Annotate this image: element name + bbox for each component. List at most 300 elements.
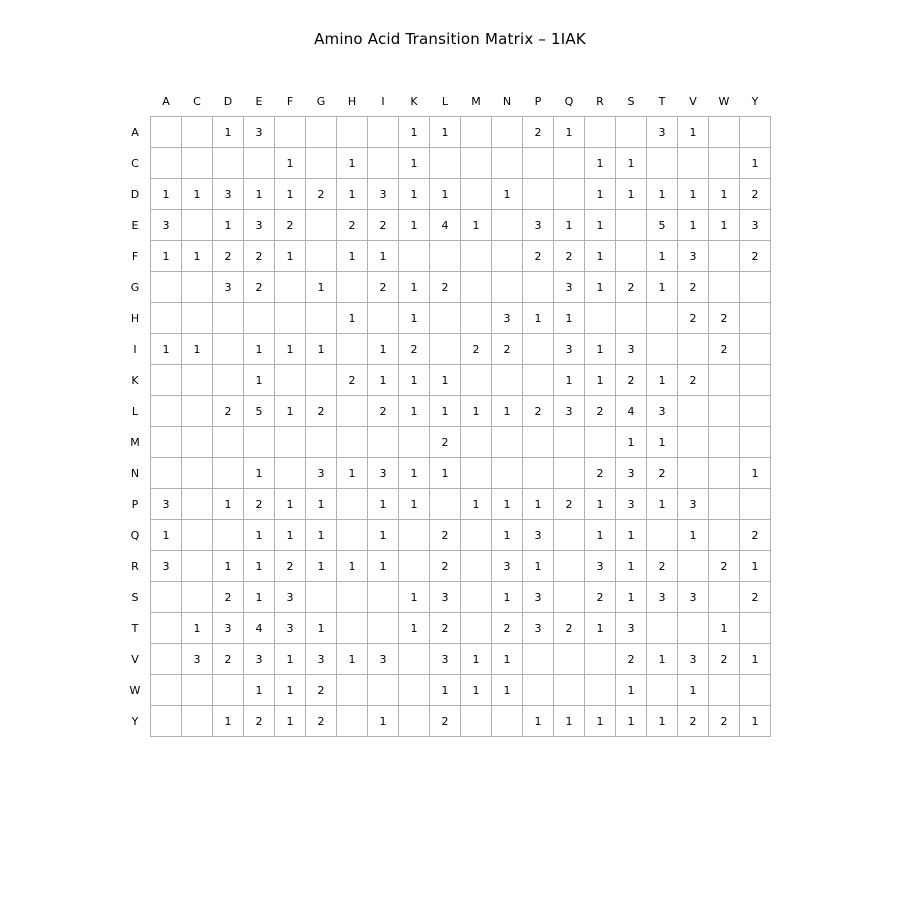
matrix-cell-Y-N	[492, 706, 523, 737]
matrix-row	[120, 272, 771, 303]
matrix-cell-V-E: 3	[244, 644, 275, 675]
matrix-cell-R-N: 3	[492, 551, 523, 582]
matrix-cell-K-P	[523, 365, 554, 396]
column-header-F: F	[286, 94, 294, 108]
heatmap-matrix	[120, 86, 771, 737]
matrix-cell-P-N: 1	[492, 489, 523, 520]
matrix-cell-Y-D: 1	[213, 706, 244, 737]
matrix-cell-E-R: 1	[585, 210, 616, 241]
matrix-cell-P-P: 1	[523, 489, 554, 520]
matrix-cell-C-V	[678, 148, 709, 179]
matrix-cell-I-W: 2	[709, 334, 740, 365]
matrix-cell-D-W: 1	[709, 179, 740, 210]
matrix-cell-M-P	[523, 427, 554, 458]
matrix-cell-V-Q	[554, 644, 585, 675]
matrix-cell-T-F: 3	[275, 613, 306, 644]
matrix-cell-H-E	[244, 303, 275, 334]
matrix-row	[120, 489, 771, 520]
matrix-cell-L-Q: 3	[554, 396, 585, 427]
row-header-M: M	[130, 435, 140, 449]
matrix-cell-K-T: 1	[647, 365, 678, 396]
matrix-cell-Y-Y: 1	[740, 706, 771, 737]
matrix-cell-E-C	[182, 210, 213, 241]
matrix-cell-S-I	[368, 582, 399, 613]
matrix-cell-N-Q	[554, 458, 585, 489]
matrix-cell-P-R: 1	[585, 489, 616, 520]
matrix-cell-T-R: 1	[585, 613, 616, 644]
matrix-cell-I-C: 1	[182, 334, 213, 365]
column-header-H: H	[347, 94, 357, 108]
matrix-cell-K-F	[275, 365, 306, 396]
matrix-cell-A-K: 1	[399, 117, 430, 148]
matrix-cell-F-R: 1	[585, 241, 616, 272]
matrix-cell-N-M	[461, 458, 492, 489]
matrix-cell-E-T: 5	[647, 210, 678, 241]
matrix-cell-P-F: 1	[275, 489, 306, 520]
matrix-cell-E-E: 3	[244, 210, 275, 241]
matrix-cell-D-D: 3	[213, 179, 244, 210]
matrix-cell-M-V	[678, 427, 709, 458]
matrix-cell-R-V	[678, 551, 709, 582]
column-header-S: S	[627, 94, 635, 108]
matrix-cell-G-H	[337, 272, 368, 303]
matrix-cell-L-G: 2	[306, 396, 337, 427]
matrix-cell-I-T	[647, 334, 678, 365]
matrix-cell-H-H: 1	[337, 303, 368, 334]
matrix-cell-E-K: 1	[399, 210, 430, 241]
matrix-cell-Y-H	[337, 706, 368, 737]
matrix-cell-P-L	[430, 489, 461, 520]
matrix-cell-F-P: 2	[523, 241, 554, 272]
matrix-cell-L-P: 2	[523, 396, 554, 427]
matrix-cell-L-M: 1	[461, 396, 492, 427]
matrix-cell-T-T	[647, 613, 678, 644]
matrix-cell-V-R	[585, 644, 616, 675]
matrix-cell-F-I: 1	[368, 241, 399, 272]
matrix-cell-L-F: 1	[275, 396, 306, 427]
matrix-cell-S-F: 3	[275, 582, 306, 613]
matrix-cell-N-E: 1	[244, 458, 275, 489]
matrix-cell-L-T: 3	[647, 396, 678, 427]
matrix-cell-H-C	[182, 303, 213, 334]
row-header-I: I	[133, 342, 137, 356]
matrix-cell-C-H: 1	[337, 148, 368, 179]
matrix-cell-H-F	[275, 303, 306, 334]
matrix-cell-G-G: 1	[306, 272, 337, 303]
matrix-cell-V-H: 1	[337, 644, 368, 675]
matrix-cell-E-H: 2	[337, 210, 368, 241]
matrix-row	[120, 644, 771, 675]
matrix-cell-A-M	[461, 117, 492, 148]
matrix-cell-Q-K	[399, 520, 430, 551]
matrix-cell-Y-C	[182, 706, 213, 737]
matrix-cell-W-V: 1	[678, 675, 709, 706]
matrix-cell-S-D: 2	[213, 582, 244, 613]
matrix-cell-W-A	[151, 675, 182, 706]
matrix-cell-I-N: 2	[492, 334, 523, 365]
column-header-L: L	[441, 94, 449, 108]
chart-title: Amino Acid Transition Matrix – 1IAK	[314, 30, 586, 48]
matrix-cell-N-D	[213, 458, 244, 489]
matrix-cell-G-A	[151, 272, 182, 303]
matrix-cell-P-S: 3	[616, 489, 647, 520]
matrix-cell-G-L: 2	[430, 272, 461, 303]
matrix-cell-S-T: 3	[647, 582, 678, 613]
matrix-cell-C-C	[182, 148, 213, 179]
matrix-cell-T-L: 2	[430, 613, 461, 644]
matrix-cell-E-I: 2	[368, 210, 399, 241]
matrix-cell-K-R: 1	[585, 365, 616, 396]
matrix-row	[120, 520, 771, 551]
matrix-cell-P-E: 2	[244, 489, 275, 520]
matrix-cell-I-A: 1	[151, 334, 182, 365]
matrix-cell-M-D	[213, 427, 244, 458]
matrix-cell-R-C	[182, 551, 213, 582]
matrix-cell-V-L: 3	[430, 644, 461, 675]
matrix-cell-H-V: 2	[678, 303, 709, 334]
matrix-cell-K-L: 1	[430, 365, 461, 396]
matrix-cell-H-Y	[740, 303, 771, 334]
matrix-cell-Q-M	[461, 520, 492, 551]
row-header-E: E	[131, 218, 139, 232]
matrix-cell-H-W: 2	[709, 303, 740, 334]
row-header-H: H	[130, 311, 140, 325]
matrix-cell-N-K: 1	[399, 458, 430, 489]
matrix-cell-V-W: 2	[709, 644, 740, 675]
matrix-cell-H-R	[585, 303, 616, 334]
matrix-cell-D-V: 1	[678, 179, 709, 210]
matrix-cell-L-A	[151, 396, 182, 427]
matrix-cell-V-C: 3	[182, 644, 213, 675]
matrix-cell-Q-E: 1	[244, 520, 275, 551]
matrix-cell-R-F: 2	[275, 551, 306, 582]
matrix-cell-I-I: 1	[368, 334, 399, 365]
matrix-cell-Y-K	[399, 706, 430, 737]
matrix-cell-A-R	[585, 117, 616, 148]
matrix-cell-M-L: 2	[430, 427, 461, 458]
matrix-row	[120, 582, 771, 613]
matrix-cell-N-L: 1	[430, 458, 461, 489]
matrix-cell-I-K: 2	[399, 334, 430, 365]
matrix-cell-Q-Y: 2	[740, 520, 771, 551]
matrix-cell-F-Y: 2	[740, 241, 771, 272]
matrix-cell-P-Q: 2	[554, 489, 585, 520]
matrix-cell-C-G	[306, 148, 337, 179]
matrix-cell-V-I: 3	[368, 644, 399, 675]
matrix-cell-D-F: 1	[275, 179, 306, 210]
matrix-cell-A-A	[151, 117, 182, 148]
row-header-K: K	[131, 373, 139, 387]
matrix-cell-K-E: 1	[244, 365, 275, 396]
matrix-cell-L-W	[709, 396, 740, 427]
matrix-cell-Q-Q	[554, 520, 585, 551]
matrix-cell-F-M	[461, 241, 492, 272]
matrix-cell-D-K: 1	[399, 179, 430, 210]
row-header-N: N	[130, 466, 140, 480]
matrix-cell-E-L: 4	[430, 210, 461, 241]
matrix-cell-Y-A	[151, 706, 182, 737]
matrix-row	[120, 396, 771, 427]
matrix-cell-Y-T: 1	[647, 706, 678, 737]
matrix-cell-E-P: 3	[523, 210, 554, 241]
matrix-cell-D-M	[461, 179, 492, 210]
matrix-cell-G-W	[709, 272, 740, 303]
matrix-cell-S-Y: 2	[740, 582, 771, 613]
matrix-cell-T-D: 3	[213, 613, 244, 644]
matrix-cell-K-C	[182, 365, 213, 396]
matrix-cell-T-H	[337, 613, 368, 644]
matrix-cell-Q-R: 1	[585, 520, 616, 551]
matrix-cell-P-T: 1	[647, 489, 678, 520]
matrix-cell-C-T	[647, 148, 678, 179]
row-header-P: P	[131, 497, 139, 511]
matrix-cell-V-P	[523, 644, 554, 675]
matrix-cell-I-G: 1	[306, 334, 337, 365]
matrix-cell-D-L: 1	[430, 179, 461, 210]
matrix-cell-N-T: 2	[647, 458, 678, 489]
matrix-cell-Y-R: 1	[585, 706, 616, 737]
matrix-cell-W-G: 2	[306, 675, 337, 706]
matrix-cell-K-H: 2	[337, 365, 368, 396]
column-header-T: T	[658, 94, 666, 108]
row-header-D: D	[130, 187, 140, 201]
matrix-cell-M-H	[337, 427, 368, 458]
matrix-cell-V-K	[399, 644, 430, 675]
matrix-cell-C-Q	[554, 148, 585, 179]
matrix-cell-S-E: 1	[244, 582, 275, 613]
matrix-cell-F-L	[430, 241, 461, 272]
matrix-cell-M-C	[182, 427, 213, 458]
matrix-cell-W-L: 1	[430, 675, 461, 706]
matrix-cell-I-F: 1	[275, 334, 306, 365]
matrix-cell-Y-E: 2	[244, 706, 275, 737]
matrix-cell-G-V: 2	[678, 272, 709, 303]
matrix-cell-F-G	[306, 241, 337, 272]
matrix-cell-A-T: 3	[647, 117, 678, 148]
matrix-cell-N-P	[523, 458, 554, 489]
matrix-cell-G-K: 1	[399, 272, 430, 303]
matrix-cell-C-E	[244, 148, 275, 179]
matrix-cell-H-L	[430, 303, 461, 334]
matrix-cell-Y-I: 1	[368, 706, 399, 737]
matrix-cell-N-C	[182, 458, 213, 489]
matrix-cell-N-G: 3	[306, 458, 337, 489]
matrix-cell-A-H	[337, 117, 368, 148]
matrix-cell-S-L: 3	[430, 582, 461, 613]
column-header-I: I	[381, 94, 385, 108]
matrix-row	[120, 675, 771, 706]
matrix-cell-F-Q: 2	[554, 241, 585, 272]
matrix-cell-S-N: 1	[492, 582, 523, 613]
matrix-cell-D-S: 1	[616, 179, 647, 210]
matrix-cell-K-I: 1	[368, 365, 399, 396]
matrix-cell-I-Y	[740, 334, 771, 365]
matrix-cell-A-Y	[740, 117, 771, 148]
matrix-cell-H-K: 1	[399, 303, 430, 334]
matrix-cell-P-W	[709, 489, 740, 520]
matrix-cell-M-R	[585, 427, 616, 458]
matrix-cell-I-M: 2	[461, 334, 492, 365]
matrix-cell-F-D: 2	[213, 241, 244, 272]
matrix-cell-M-E	[244, 427, 275, 458]
matrix-cell-G-M	[461, 272, 492, 303]
matrix-cell-A-V: 1	[678, 117, 709, 148]
matrix-cell-C-Y: 1	[740, 148, 771, 179]
matrix-cell-I-R: 1	[585, 334, 616, 365]
matrix-cell-V-F: 1	[275, 644, 306, 675]
matrix-cell-F-N	[492, 241, 523, 272]
matrix-cell-R-H: 1	[337, 551, 368, 582]
transition-matrix-table	[120, 86, 771, 737]
matrix-cell-L-S: 4	[616, 396, 647, 427]
column-header-D: D	[223, 94, 233, 108]
matrix-cell-P-V: 3	[678, 489, 709, 520]
matrix-cell-E-A: 3	[151, 210, 182, 241]
matrix-cell-Q-I: 1	[368, 520, 399, 551]
matrix-cell-T-C: 1	[182, 613, 213, 644]
matrix-cell-E-G	[306, 210, 337, 241]
matrix-cell-T-V: 7	[678, 613, 709, 644]
matrix-cell-G-N	[492, 272, 523, 303]
row-header-R: R	[131, 559, 139, 573]
matrix-cell-Q-W	[709, 520, 740, 551]
matrix-cell-H-M	[461, 303, 492, 334]
matrix-cell-F-E: 2	[244, 241, 275, 272]
row-header-S: S	[131, 590, 139, 604]
matrix-cell-F-V: 3	[678, 241, 709, 272]
matrix-cell-T-N: 2	[492, 613, 523, 644]
matrix-cell-D-H: 1	[337, 179, 368, 210]
matrix-cell-T-P: 3	[523, 613, 554, 644]
matrix-cell-K-A	[151, 365, 182, 396]
matrix-cell-M-F	[275, 427, 306, 458]
matrix-cell-W-Y	[740, 675, 771, 706]
matrix-cell-N-S: 3	[616, 458, 647, 489]
matrix-row	[120, 303, 771, 334]
matrix-cell-W-H	[337, 675, 368, 706]
matrix-cell-T-Y	[740, 613, 771, 644]
matrix-cell-P-D: 1	[213, 489, 244, 520]
matrix-row	[120, 334, 771, 365]
matrix-cell-H-N: 3	[492, 303, 523, 334]
matrix-cell-D-Y: 2	[740, 179, 771, 210]
matrix-cell-Y-P: 1	[523, 706, 554, 737]
matrix-cell-M-N	[492, 427, 523, 458]
column-header-M: M	[471, 94, 481, 108]
matrix-cell-Y-W: 2	[709, 706, 740, 737]
column-header-K: K	[410, 94, 418, 108]
matrix-cell-G-T: 1	[647, 272, 678, 303]
matrix-cell-A-D: 1	[213, 117, 244, 148]
matrix-cell-C-P	[523, 148, 554, 179]
matrix-cell-H-I	[368, 303, 399, 334]
matrix-row	[120, 613, 771, 644]
matrix-cell-V-A	[151, 644, 182, 675]
matrix-cell-K-N	[492, 365, 523, 396]
matrix-cell-Y-V: 2	[678, 706, 709, 737]
column-header-A: A	[162, 94, 170, 108]
matrix-cell-N-W	[709, 458, 740, 489]
matrix-cell-L-N: 1	[492, 396, 523, 427]
matrix-cell-E-W: 1	[709, 210, 740, 241]
column-header-P: P	[534, 94, 542, 108]
matrix-cell-A-S	[616, 117, 647, 148]
matrix-cell-N-N	[492, 458, 523, 489]
matrix-cell-E-M: 1	[461, 210, 492, 241]
matrix-cell-C-K: 1	[399, 148, 430, 179]
matrix-cell-L-H	[337, 396, 368, 427]
matrix-cell-C-D	[213, 148, 244, 179]
matrix-cell-F-S	[616, 241, 647, 272]
matrix-cell-Q-F: 1	[275, 520, 306, 551]
matrix-cell-D-G: 2	[306, 179, 337, 210]
matrix-cell-A-G	[306, 117, 337, 148]
matrix-cell-C-F: 1	[275, 148, 306, 179]
matrix-cell-G-Q: 3	[554, 272, 585, 303]
matrix-cell-P-H	[337, 489, 368, 520]
matrix-cell-L-R: 2	[585, 396, 616, 427]
column-header-W: W	[718, 94, 730, 108]
matrix-cell-S-G	[306, 582, 337, 613]
matrix-corner	[120, 86, 151, 117]
matrix-cell-A-P: 2	[523, 117, 554, 148]
matrix-cell-C-N	[492, 148, 523, 179]
matrix-cell-D-R: 1	[585, 179, 616, 210]
matrix-cell-M-I	[368, 427, 399, 458]
matrix-cell-W-K	[399, 675, 430, 706]
matrix-cell-Q-C	[182, 520, 213, 551]
matrix-cell-I-P	[523, 334, 554, 365]
matrix-cell-C-R: 1	[585, 148, 616, 179]
matrix-cell-R-L: 2	[430, 551, 461, 582]
matrix-cell-V-T: 1	[647, 644, 678, 675]
matrix-cell-W-R	[585, 675, 616, 706]
matrix-cell-K-V: 2	[678, 365, 709, 396]
matrix-cell-I-H	[337, 334, 368, 365]
matrix-cell-P-A: 3	[151, 489, 182, 520]
matrix-cell-R-D: 1	[213, 551, 244, 582]
matrix-cell-C-S: 1	[616, 148, 647, 179]
matrix-cell-R-Q	[554, 551, 585, 582]
column-header-Q: Q	[564, 94, 574, 108]
matrix-cell-A-W	[709, 117, 740, 148]
matrix-cell-H-Q: 1	[554, 303, 585, 334]
matrix-cell-M-Q	[554, 427, 585, 458]
column-header-R: R	[596, 94, 604, 108]
matrix-cell-M-G	[306, 427, 337, 458]
matrix-row	[120, 551, 771, 582]
matrix-cell-T-A	[151, 613, 182, 644]
matrix-cell-K-K: 1	[399, 365, 430, 396]
matrix-cell-A-L: 1	[430, 117, 461, 148]
matrix-cell-W-N: 1	[492, 675, 523, 706]
matrix-cell-N-H: 1	[337, 458, 368, 489]
matrix-cell-S-W	[709, 582, 740, 613]
matrix-cell-M-W	[709, 427, 740, 458]
matrix-cell-Q-P: 3	[523, 520, 554, 551]
matrix-cell-W-C	[182, 675, 213, 706]
matrix-cell-W-D	[213, 675, 244, 706]
matrix-cell-P-M: 1	[461, 489, 492, 520]
matrix-cell-A-N	[492, 117, 523, 148]
column-header-N: N	[502, 94, 512, 108]
matrix-cell-P-C	[182, 489, 213, 520]
matrix-cell-H-T	[647, 303, 678, 334]
column-header-E: E	[255, 94, 263, 108]
matrix-cell-S-P: 3	[523, 582, 554, 613]
matrix-cell-W-P	[523, 675, 554, 706]
matrix-cell-E-Q: 1	[554, 210, 585, 241]
